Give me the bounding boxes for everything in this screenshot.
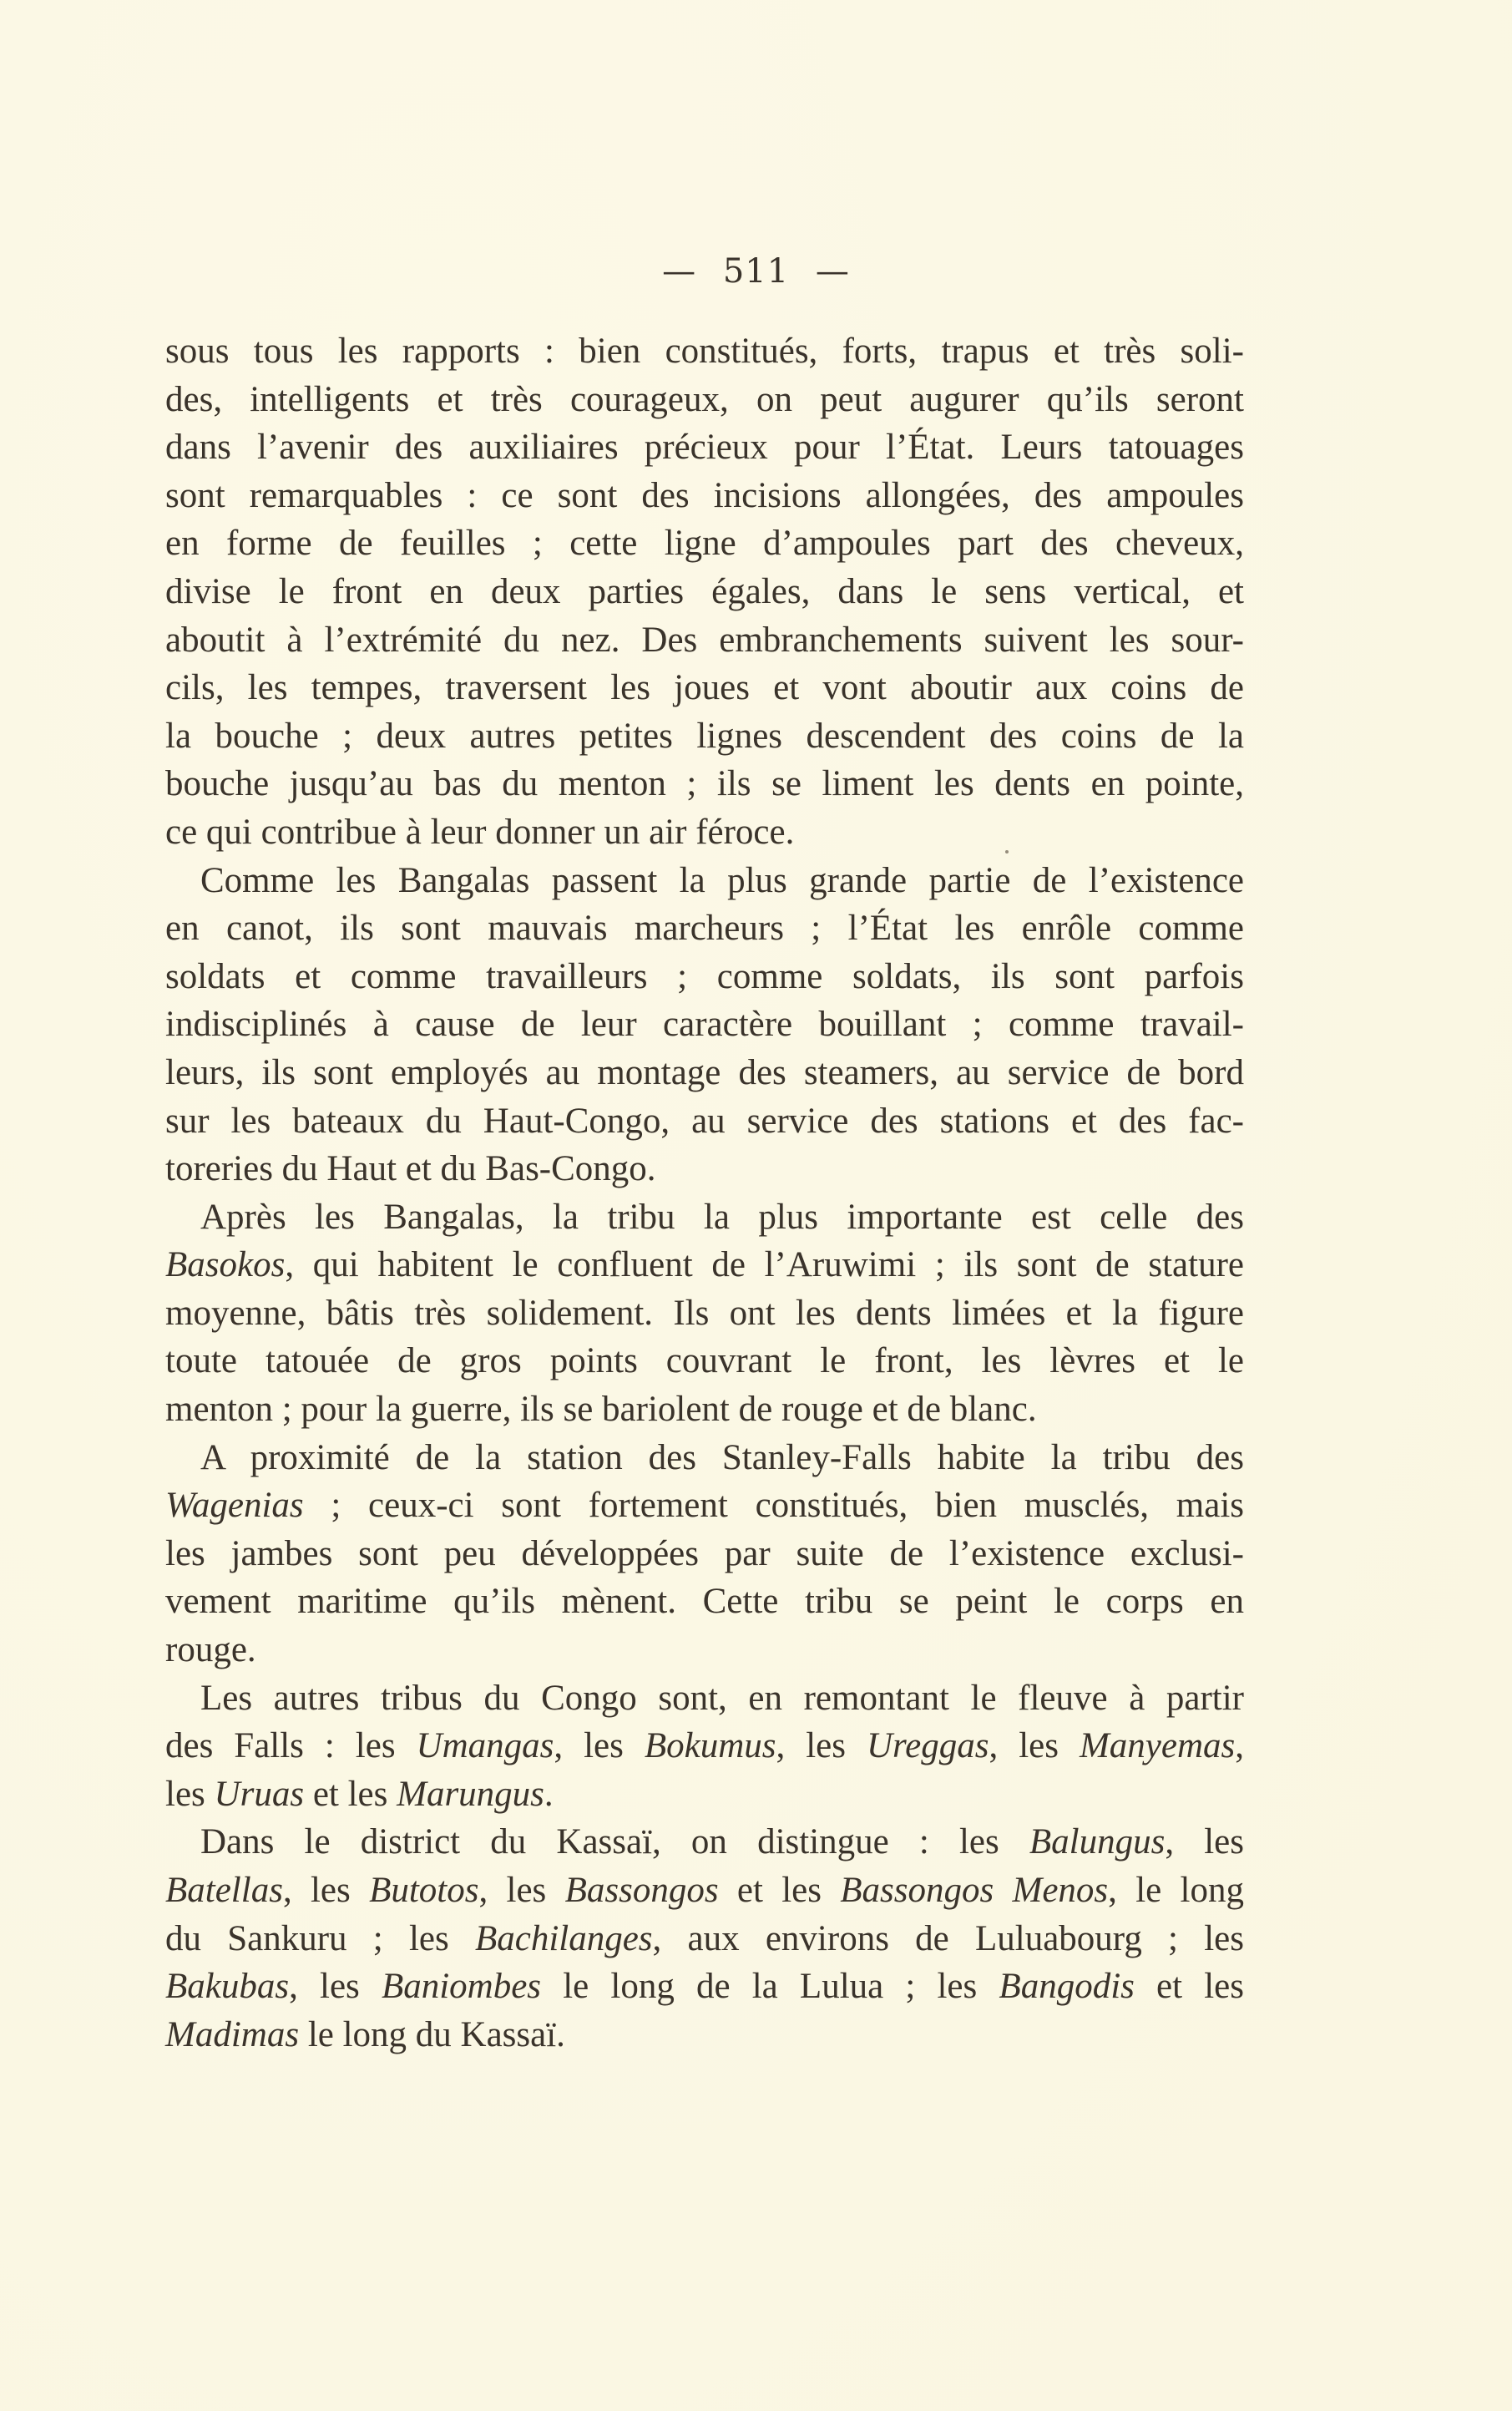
folio-dash-left: —	[662, 252, 697, 291]
text-line	[165, 664, 1244, 712]
text-segment: bouche jusqu’au bas du menton ; ils se liment les dents en pointe,	[165, 764, 1244, 804]
tribe-name-italic: Butotos	[369, 1871, 479, 1910]
paragraph	[165, 1674, 1244, 1819]
text-line	[165, 1578, 1244, 1626]
text-segment: Comme les Bangalas passent la plus grande partie de l’existence	[200, 860, 1244, 900]
text-segment: rouge.	[165, 1630, 256, 1670]
text-segment: sous tous les rapports : bien constitués, forts, trapus et très soli-	[165, 332, 1244, 371]
text-line	[165, 857, 1244, 905]
text-line	[165, 1241, 1244, 1289]
text-segment: et les	[718, 1871, 841, 1910]
text-line	[165, 1818, 1244, 1866]
text-line	[165, 1674, 1244, 1723]
tribe-name-italic: Manyemas	[1079, 1726, 1236, 1766]
text-segment: des, intelligents et très courageux, on peut augurer qu’ils seront	[165, 379, 1244, 419]
text-line	[165, 1337, 1244, 1385]
text-segment: et les	[1134, 1967, 1244, 2007]
text-segment: en forme de feuilles ; cette ligne d’ampoules part des cheveux,	[165, 524, 1244, 564]
text-segment: , les	[282, 1871, 370, 1910]
text-segment: , qui habitent le confluent de l’Aruwimi ; ils sont de stature	[285, 1245, 1244, 1285]
text-line	[165, 1000, 1244, 1049]
tribe-name-italic: Bassongos Menos	[840, 1871, 1109, 1910]
text-line	[165, 953, 1244, 1001]
text-segment: Après les Bangalas, la tribu la plus importante est celle des	[200, 1197, 1244, 1237]
text-segment: sur les bateaux du Haut-Congo, au service des stations et des fac-	[165, 1101, 1244, 1141]
tribe-name-italic: Bachilanges	[474, 1918, 653, 1958]
text-line	[165, 760, 1244, 808]
tribe-name-italic: Basokos	[165, 1245, 286, 1285]
text-line	[165, 1482, 1244, 1530]
text-line	[165, 1626, 1244, 1674]
tribe-name-italic: Baniombes	[381, 1967, 542, 2007]
page-number: 511	[722, 252, 790, 291]
text-line	[165, 616, 1244, 665]
text-line	[165, 1193, 1244, 1242]
text-line	[165, 1530, 1244, 1578]
text-line	[165, 568, 1244, 616]
page-number-header	[0, 252, 1512, 291]
text-line	[165, 423, 1244, 472]
text-segment: , les	[289, 1967, 382, 2007]
text-line	[165, 472, 1244, 520]
text-line	[165, 1770, 1244, 1819]
paragraph	[165, 857, 1244, 1193]
text-segment: les jambes sont peu développées par suite de l’existence exclusi-	[165, 1533, 1244, 1573]
text-segment: aboutit à l’extrémité du nez. Des embranchements suivent les sour-	[165, 620, 1244, 660]
text-segment: sont remarquables : ce sont des incisions allongées, des ampoules	[165, 475, 1244, 515]
text-segment: , les	[776, 1726, 867, 1766]
text-segment: indisciplinés à cause de leur caractère bouillant ; comme travail-	[165, 1005, 1244, 1045]
tribe-name-italic: Umangas	[416, 1726, 554, 1766]
text-segment: , aux environs de Luluabourg ; les	[652, 1918, 1244, 1958]
tribe-name-italic: Bakubas	[165, 1967, 290, 2007]
text-segment: ,	[1235, 1726, 1244, 1766]
text-segment: .	[544, 1774, 554, 1814]
text-segment: la bouche ; deux autres petites lignes descendent des coins de la	[165, 716, 1244, 756]
text-line	[165, 1866, 1244, 1915]
text-segment: moyenne, bâtis très solidement. Ils ont les dents limées et la figure	[165, 1293, 1244, 1333]
text-line	[165, 519, 1244, 568]
text-segment: divise le front en deux parties égales, dans le sens vertical, et	[165, 571, 1244, 611]
paragraph	[165, 1818, 1244, 2059]
text-line	[165, 1434, 1244, 1482]
tribe-name-italic: Balungus	[1029, 1822, 1166, 1862]
text-segment: les	[165, 1774, 215, 1814]
text-segment: dans l’avenir des auxiliaires précieux pour l’État. Leurs tatouages	[165, 428, 1244, 468]
text-segment: le long de la Lulua ; les	[541, 1967, 999, 2007]
tribe-name-italic: Bassongos	[564, 1871, 719, 1910]
text-line	[165, 327, 1244, 376]
text-segment: en canot, ils sont mauvais marcheurs ; l’État les enrôle comme	[165, 909, 1244, 949]
text-segment: toreries du Haut et du Bas-Congo.	[165, 1149, 656, 1189]
tribe-name-italic: Wagenias	[165, 1486, 304, 1526]
text-segment: du Sankuru ; les	[165, 1918, 475, 1958]
text-segment: le long du Kassaï.	[299, 2014, 565, 2054]
text-line	[165, 904, 1244, 953]
text-segment: cils, les tempes, traversent les joues et vont aboutir aux coins de	[165, 668, 1244, 708]
text-segment: toute tatouée de gros points couvrant le front, les lèvres et le	[165, 1341, 1244, 1381]
text-line	[165, 808, 1244, 857]
text-segment: Les autres tribus du Congo sont, en remontant le fleuve à partir	[200, 1678, 1244, 1718]
text-line	[165, 2011, 1244, 2059]
text-segment: des Falls : les	[165, 1726, 417, 1766]
text-line	[165, 712, 1244, 761]
text-segment: , les	[1165, 1822, 1244, 1862]
tribe-name-italic: Ureggas	[866, 1726, 989, 1766]
text-line	[165, 1963, 1244, 2011]
text-line	[165, 1049, 1244, 1097]
text-segment: A proximité de la station des Stanley-Falls habite la tribu des	[200, 1437, 1244, 1477]
text-segment: ; ceux-ci sont fortement constitués, bien musclés, mais	[303, 1486, 1244, 1526]
tribe-name-italic: Marungus	[397, 1774, 544, 1814]
text-line	[165, 1145, 1244, 1193]
tribe-name-italic: Bokumus	[644, 1726, 776, 1766]
text-line	[165, 1097, 1244, 1146]
text-line	[165, 376, 1244, 424]
text-segment: Dans le district du Kassaï, on distingue : les	[200, 1822, 1029, 1862]
tribe-name-italic: Uruas	[214, 1774, 305, 1814]
tribe-name-italic: Bangodis	[999, 1967, 1135, 2007]
print-speck	[1005, 850, 1009, 853]
text-line	[165, 1915, 1244, 1963]
text-line	[165, 1722, 1244, 1770]
paragraph	[165, 1193, 1244, 1434]
tribe-name-italic: Madimas	[165, 2014, 300, 2054]
folio-dash-right: —	[815, 252, 850, 291]
text-segment: , les	[989, 1726, 1080, 1766]
text-segment: , les	[554, 1726, 645, 1766]
text-segment: ce qui contribue à leur donner un air féroce.	[165, 812, 795, 852]
body-text	[165, 327, 1244, 2059]
text-segment: , le long	[1108, 1871, 1244, 1910]
text-segment: et les	[304, 1774, 397, 1814]
tribe-name-italic: Batellas	[165, 1871, 283, 1910]
text-segment: soldats et comme travailleurs ; comme soldats, ils sont parfois	[165, 956, 1244, 996]
paragraph	[165, 1434, 1244, 1674]
text-line	[165, 1289, 1244, 1338]
text-segment: menton ; pour la guerre, ils se bariolent de rouge et de blanc.	[165, 1390, 1037, 1430]
text-segment: vement maritime qu’ils mènent. Cette tribu se peint le corps en	[165, 1582, 1244, 1622]
text-segment: , les	[478, 1871, 565, 1910]
text-segment: leurs, ils sont employés au montage des steamers, au service de bord	[165, 1052, 1244, 1092]
text-line	[165, 1385, 1244, 1434]
paragraph	[165, 327, 1244, 857]
